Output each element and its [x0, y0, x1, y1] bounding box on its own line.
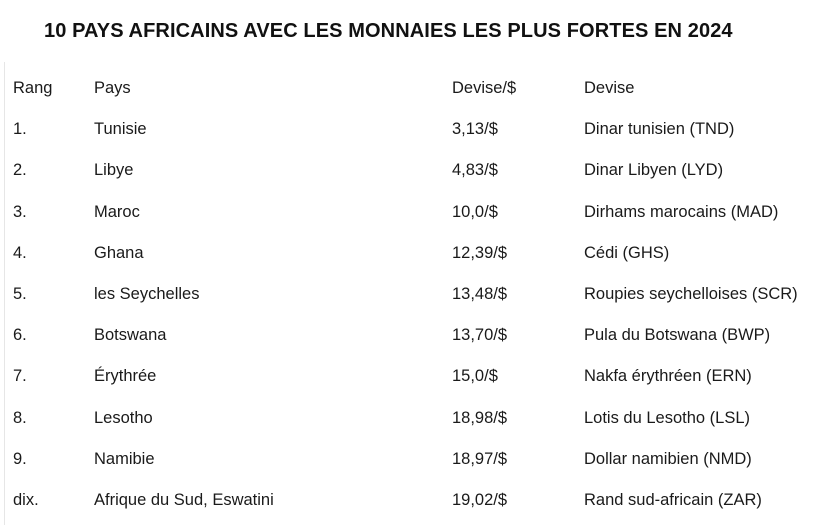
table-row: [0, 357, 819, 398]
cell-rank: dix.: [13, 490, 39, 509]
header-rank: Rang: [13, 79, 53, 97]
cell-country: Lesotho: [94, 408, 153, 427]
cell-country: Maroc: [94, 202, 140, 221]
cell-country: Tunisie: [94, 120, 147, 139]
table-row: [0, 275, 819, 316]
header-currency: Devise: [584, 79, 635, 97]
cell-rank: 5.: [13, 284, 27, 303]
table-row: [0, 110, 819, 151]
cell-currency: Roupies seychelloises (SCR): [584, 284, 798, 303]
header-rate: Devise/$: [452, 79, 517, 97]
cell-rank: 3.: [13, 202, 27, 221]
cell-country: Namibie: [94, 449, 155, 468]
cell-currency: Dirhams marocains (MAD): [584, 202, 779, 221]
table-row: [0, 440, 819, 481]
cell-country: Érythrée: [94, 367, 157, 386]
table-row: [0, 481, 819, 522]
cell-rank: 6.: [13, 326, 27, 345]
cell-currency: Lotis du Lesotho (LSL): [584, 408, 751, 427]
cell-currency: Dollar namibien (NMD): [584, 449, 752, 468]
cell-rate: 18,97/$: [452, 449, 508, 468]
cell-rate: 13,48/$: [452, 284, 508, 303]
table-row: [0, 151, 819, 192]
cell-country: Botswana: [94, 326, 167, 345]
cell-currency: Cédi (GHS): [584, 243, 670, 262]
cell-rank: 4.: [13, 243, 27, 262]
cell-currency: Nakfa érythréen (ERN): [584, 367, 752, 386]
cell-rate: 3,13/$: [452, 120, 498, 139]
page-title: 10 PAYS AFRICAINS AVEC LES MONNAIES LES PLUS FORTES EN 2024: [44, 20, 733, 42]
cell-country: les Seychelles: [94, 284, 200, 303]
cell-rank: 2.: [13, 161, 27, 180]
cell-rate: 13,70/$: [452, 326, 508, 345]
cell-rank: 9.: [13, 449, 27, 468]
table-header-row: [0, 69, 819, 110]
cell-rate: 4,83/$: [452, 161, 498, 180]
cell-rate: 15,0/$: [452, 367, 498, 386]
cell-rate: 12,39/$: [452, 243, 508, 262]
table-row: [0, 316, 819, 357]
cell-rate: 18,98/$: [452, 408, 508, 427]
cell-country: Ghana: [94, 243, 144, 262]
cell-rate: 19,02/$: [452, 490, 508, 509]
table-row: [0, 193, 819, 234]
cell-country: Afrique du Sud, Eswatini: [94, 490, 274, 509]
cell-currency: Dinar tunisien (TND): [584, 120, 735, 139]
cell-country: Libye: [94, 161, 134, 180]
cell-rank: 8.: [13, 408, 27, 427]
cell-currency: Dinar Libyen (LYD): [584, 161, 724, 180]
table-row: [0, 234, 819, 275]
cell-rank: 1.: [13, 120, 27, 139]
currency-table: [0, 69, 819, 522]
cell-currency: Pula du Botswana (BWP): [584, 326, 771, 345]
header-country: Pays: [94, 79, 131, 97]
cell-rank: 7.: [13, 367, 27, 386]
cell-rate: 10,0/$: [452, 202, 498, 221]
cell-currency: Rand sud-africain (ZAR): [584, 490, 762, 509]
table-row: [0, 399, 819, 440]
